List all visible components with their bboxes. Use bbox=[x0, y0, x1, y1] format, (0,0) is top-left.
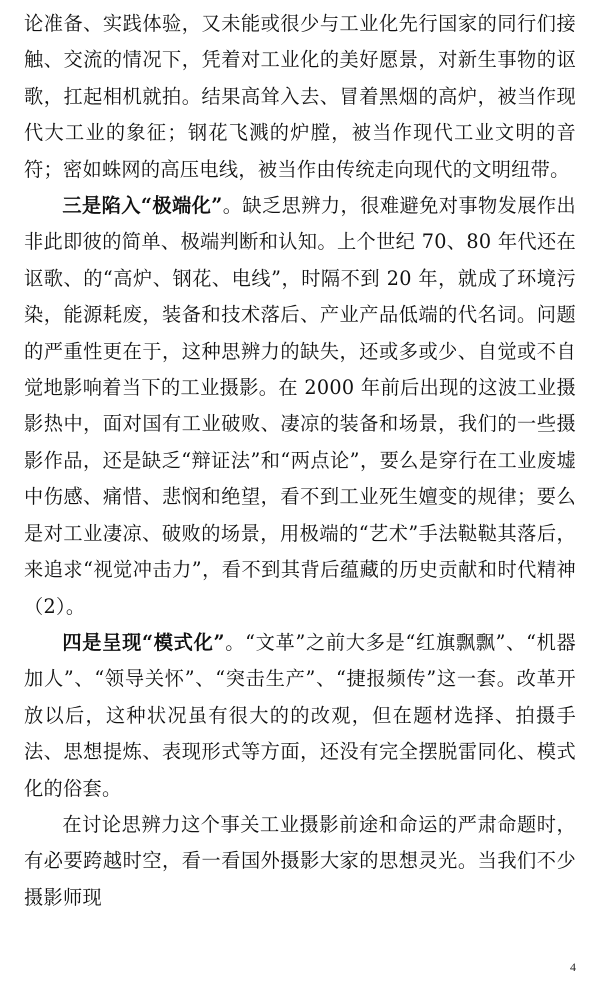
paragraph-patternization bbox=[24, 625, 576, 807]
paragraph-discussion: 在讨论思辨力这个事关工业摄影前途和命运的严肃命题时，有必要跨越时空，看一看国外摄影大家的思想灵光。当我们不少摄影师现 bbox=[24, 812, 576, 909]
paragraph-lead-extremization: 三是陷入“极端化” bbox=[62, 194, 223, 218]
paragraph-continuation: 论准备、实践体验，又未能或很少与工业化先行国家的同行们接触、交流的情况下，凭着对工业化的美好愿景，对新生事物的讴歌，扛起相机就拍。结果高耸入去、冒着黑烟的高炉，被当作现代大工业的象征；钢花飞溅的炉膛，被当作现代工业文明的音符；密如蛛网的高压电线，被当作由传统走向现代的文明纽带。 bbox=[24, 12, 576, 181]
page-number: 4 bbox=[570, 960, 576, 974]
paragraph-extremization bbox=[24, 188, 576, 625]
paragraph-body-extremization: 。缺乏思辨力，很难避免对事物发展作出非此即彼的简单、极端判断和认知。上个世纪 70、80 年代还在讴歌、的“高炉、钢花、电线”，时隔不到 20 年，就成了环境污染，能源耗废，装备和技术落后、产业产品低端的代名词。问题的严重性更在于，这种思辨力的缺失，还或多或少、自觉或不自觉地影响着当下的工业摄影。在 2000 年前后出现的这波工业摄影热中，面对国有工业破败、凄凉的装备和场景，我们的一些摄影作品，还是缺乏“辩证法”和“两点论”，要么是穿行在工业废墟中伤感、痛惜、悲悯和绝望，看不到工业死生嬗变的规律；要么是对工业凄凉、破败的场景，用极端的“艺术”手法鞑鞑其落后，来追求“视觉冲击力”，看不到其背后蕴藏的历史贡献和时代精神（2）。 bbox=[24, 194, 576, 618]
paragraph-body-patternization: 。“文革”之前大多是“红旗飘飘”、“机器加人”、“领导关怀”、“突击生产”、“捷报频传”这一套。改革开放以后，这种状况虽有很大的的改观，但在题材选择、拍摄手法、思想提炼、表现形式等方面，还没有完全摆脱雷同化、模式化的俗套。 bbox=[24, 630, 576, 800]
paragraph-lead-patternization: 四是呈现“模式化” bbox=[62, 630, 225, 654]
